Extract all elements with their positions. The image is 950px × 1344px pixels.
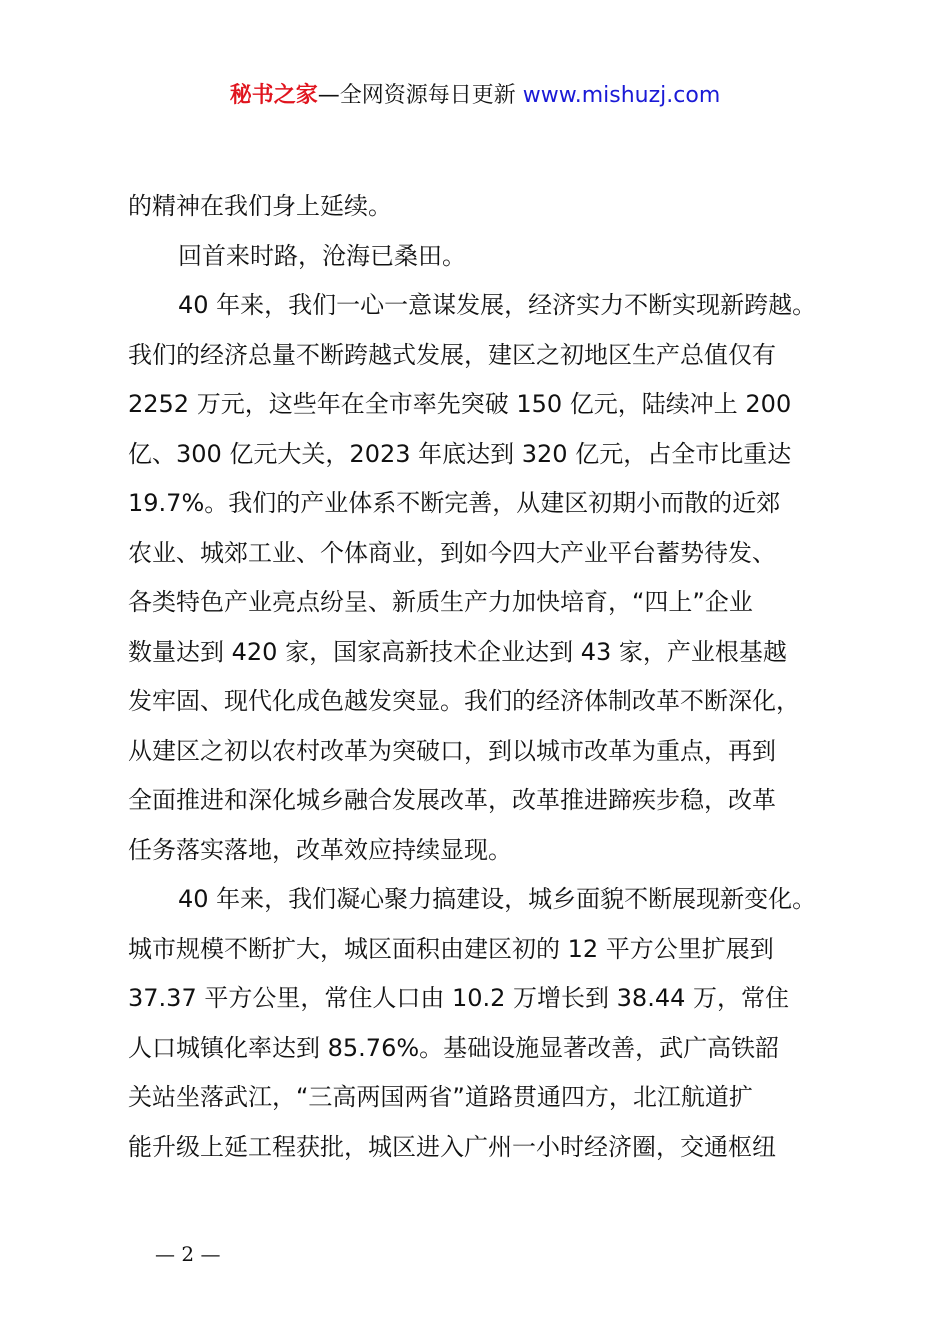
- text-line: 我们的经济总量不断跨越式发展，建区之初地区生产总值仅有: [128, 340, 776, 369]
- paragraph-start-line: 回首来时路，沧海已桑田。: [178, 241, 466, 270]
- text-line: 人口城镇化率达到 85.76%。基础设施显著改善，武广高铁韶: [128, 1033, 780, 1062]
- page-number: — 2 —: [155, 1242, 221, 1266]
- header-tagline: —全网资源每日更新: [317, 83, 516, 108]
- text-line: 关站坐落武江，“三高两国两省”道路贯通四方，北江航道扩: [128, 1083, 753, 1111]
- text-line: 全面推进和深化城乡融合发展改革，改革推进蹄疾步稳，改革: [128, 786, 776, 814]
- text-line: 能升级上延工程获批，城区进入广州一小时经济圈，交通枢纽: [128, 1132, 776, 1161]
- text-line: 各类特色产业亮点纷呈、新质生产力加快培育，“四上”企业: [128, 588, 753, 616]
- text-line: 城市规模不断扩大，城区面积由建区初的 12 平方公里扩展到: [128, 934, 774, 963]
- site-url-link[interactable]: www.mishuzj.com: [522, 83, 721, 108]
- text-line: 19.7%。我们的产业体系不断完善，从建区初期小而散的近郊: [128, 489, 781, 517]
- text-line: 任务落实落地，改革效应持续显现。: [128, 835, 512, 864]
- text-line: 从建区之初以农村改革为突破口，到以城市改革为重点，再到: [128, 736, 776, 765]
- text-line: 2252 万元，这些年在全市率先突破 150 亿元，陆续冲上 200: [128, 390, 792, 418]
- text-line: 发牢固、现代化成色越发突显。我们的经济体制改革不断深化，: [128, 687, 800, 715]
- text-line: 37.37 平方公里，常住人口由 10.2 万增长到 38.44 万，常住: [128, 984, 789, 1012]
- text-line: 亿、300 亿元大关，2023 年底达到 320 亿元，占全市比重达: [128, 439, 792, 468]
- paragraph-start-line: 40 年来，我们凝心聚力搞建设，城乡面貌不断展现新变化。: [178, 885, 817, 913]
- paragraph-start-line: 40 年来，我们一心一意谋发展，经济实力不断实现新跨越。: [178, 291, 817, 319]
- text-line: 农业、城郊工业、个体商业，到如今四大产业平台蓄势待发、: [128, 538, 776, 567]
- site-header: [0, 80, 950, 112]
- document-body: [128, 182, 828, 1172]
- brand-name: 秘书之家: [229, 83, 318, 108]
- text-line: 数量达到 420 家，国家高新技术企业达到 43 家，产业根基越: [128, 637, 787, 666]
- text-line: 的精神在我们身上延续。: [128, 192, 392, 220]
